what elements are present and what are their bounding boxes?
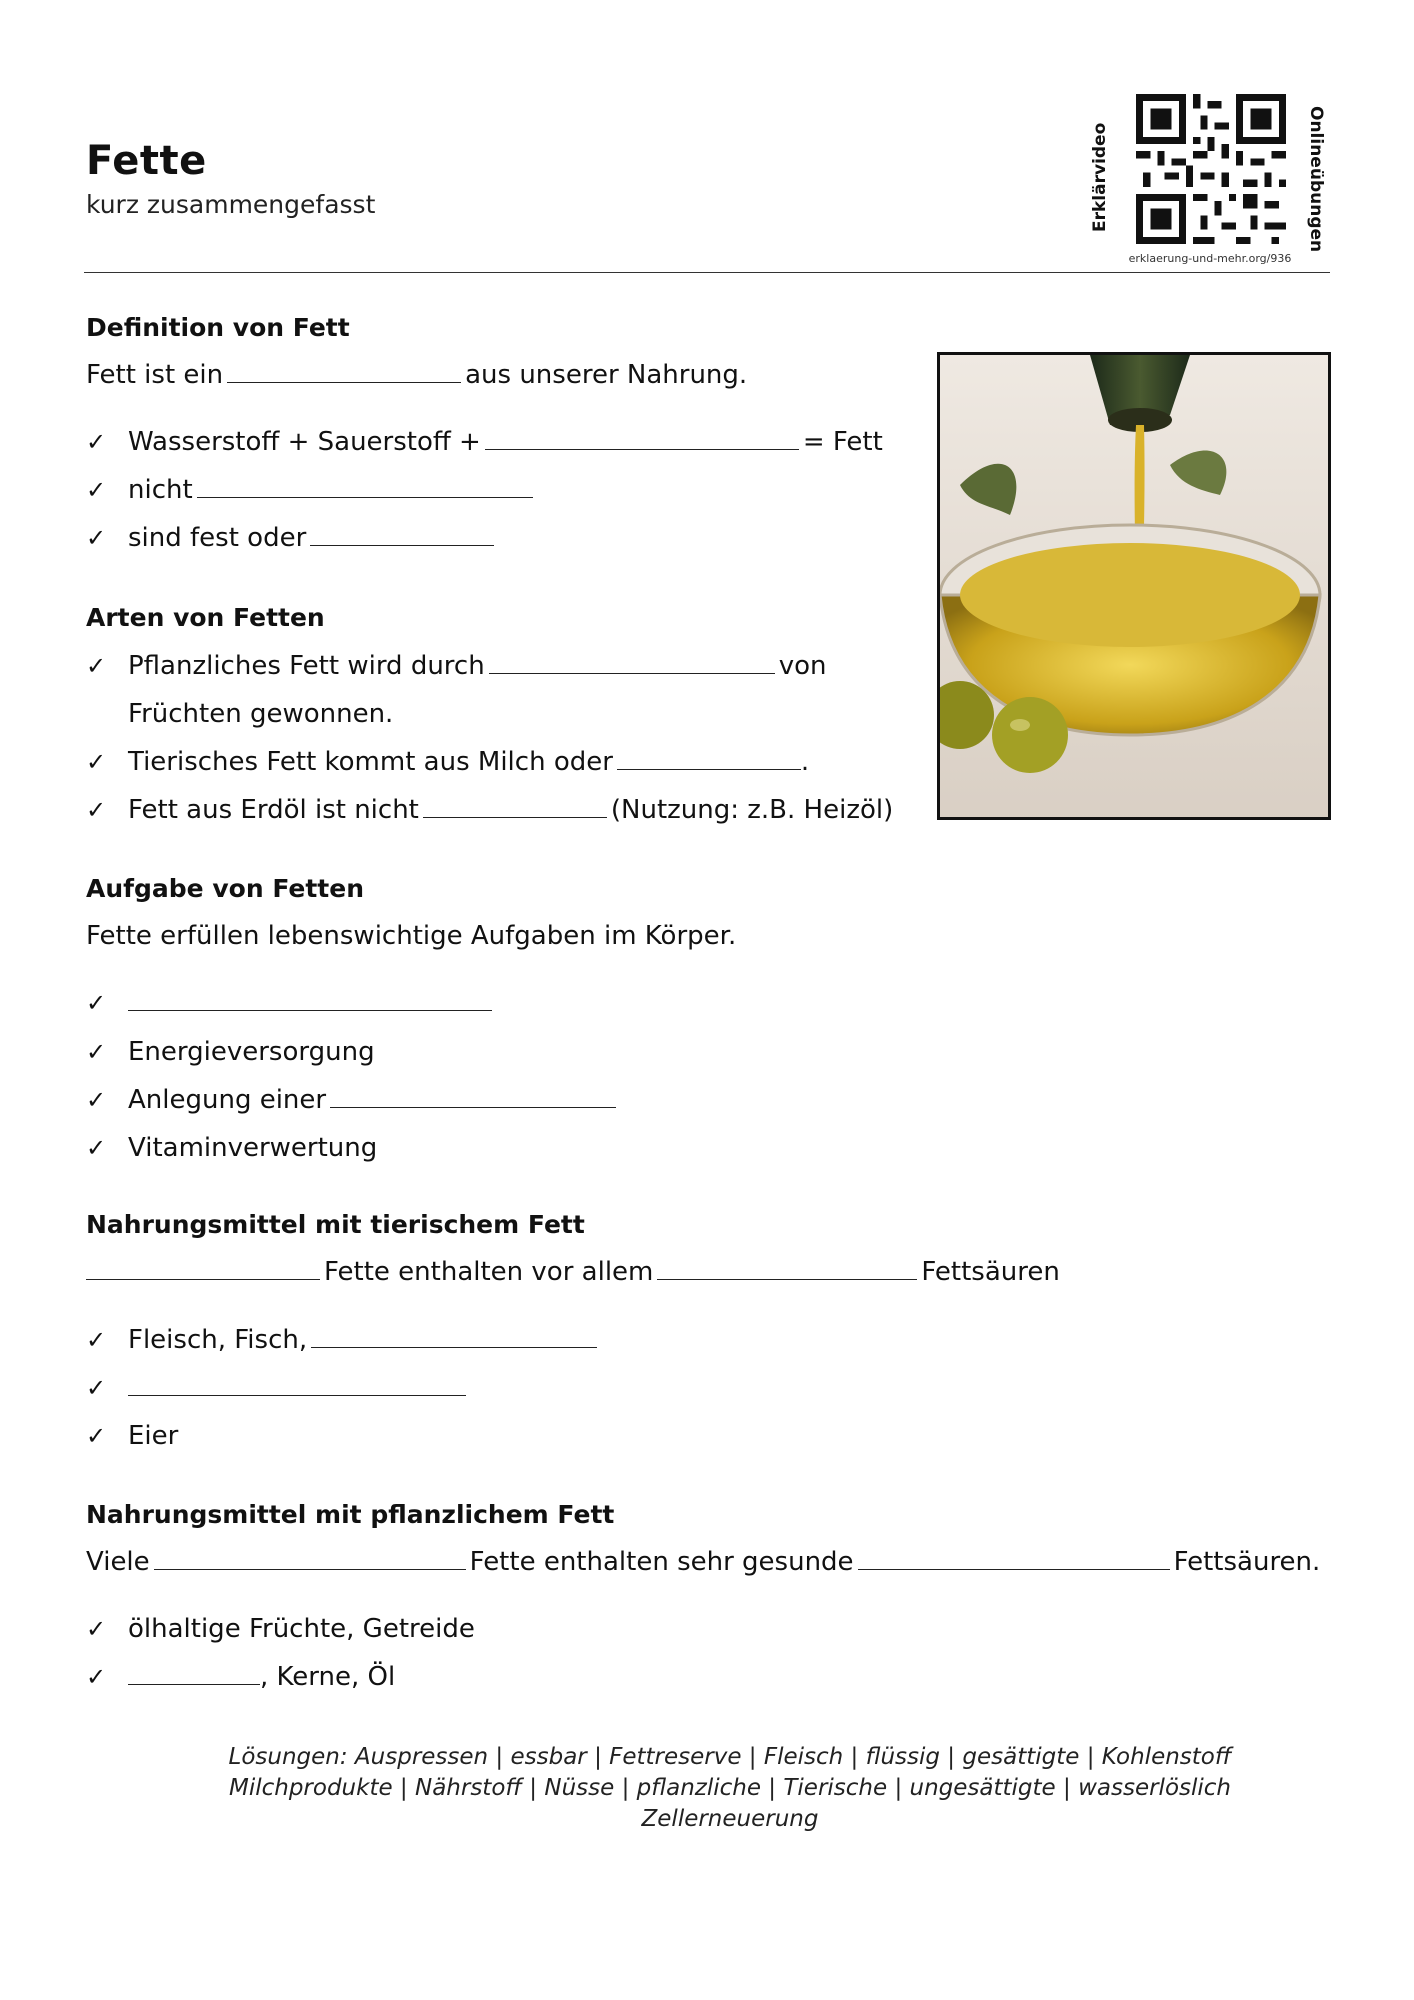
text-fragment: Pflanzliches Fett wird durch [128, 651, 485, 681]
check-icon: ✓ [86, 1086, 107, 1114]
solutions-row: Lösungen: Auspressen | essbar | Fettreserve | Fleisch | flüssig | gesättigte | Kohlenstoff [228, 1744, 1232, 1770]
qr-url: erklaerung-und-mehr.org/936 [1128, 252, 1292, 265]
list-item [128, 747, 809, 777]
check-icon: ✓ [86, 1663, 107, 1691]
text-fragment: . [800, 747, 810, 777]
list-item [128, 651, 826, 681]
list-item: Vitaminverwertung [128, 1133, 378, 1163]
text-fragment: sind fest oder [128, 523, 307, 553]
check-icon: ✓ [86, 476, 107, 504]
check-icon: ✓ [86, 748, 107, 776]
list-item: Eier [128, 1421, 179, 1451]
blank-field[interactable] [128, 1373, 466, 1396]
blank-field[interactable] [617, 747, 801, 770]
text-fragment: = Fett [802, 427, 883, 457]
page-subtitle: kurz zusammengefasst [86, 190, 376, 219]
check-icon: ✓ [86, 1326, 107, 1354]
text-fragment: Fett ist ein [86, 360, 224, 390]
solutions-row: Zellerneuerung [641, 1806, 819, 1832]
text-fragment: Fette enthalten vor allem [324, 1257, 654, 1287]
list-item: ölhaltige Früchte, Getreide [128, 1614, 475, 1644]
text-fragment: Fett aus Erdöl ist nicht [128, 795, 419, 825]
qr-label-video: Erklärvideo [1090, 122, 1110, 232]
list-item [128, 1373, 470, 1403]
list-item [128, 1325, 601, 1355]
blank-field[interactable] [485, 427, 799, 450]
list-item [128, 475, 537, 505]
list-item-continuation: Früchten gewonnen. [128, 699, 394, 729]
check-icon: ✓ [86, 1374, 107, 1402]
plant-fat-intro [86, 1547, 1320, 1577]
text-fragment: (Nutzung: z.B. Heizöl) [610, 795, 894, 825]
list-item [128, 427, 883, 457]
qr-label-exercises: Onlineübungen [1306, 106, 1326, 253]
check-icon: ✓ [86, 1038, 107, 1066]
blank-field[interactable] [227, 360, 461, 383]
blank-field[interactable] [657, 1257, 917, 1280]
check-icon: ✓ [86, 1615, 107, 1643]
blank-field[interactable] [311, 1325, 597, 1348]
check-icon: ✓ [86, 796, 107, 824]
text-fragment: Fettsäuren [921, 1257, 1060, 1287]
text-fragment: nicht [128, 475, 193, 505]
page-title: Fette [86, 138, 207, 184]
text-fragment: , Kerne, Öl [260, 1662, 396, 1692]
text-fragment: Wasserstoff + Sauerstoff + [128, 427, 481, 457]
blank-field[interactable] [128, 1662, 260, 1685]
section-heading-animal-fat: Nahrungsmittel mit tierischem Fett [86, 1210, 585, 1239]
text-fragment: Fette enthalten sehr gesunde [469, 1547, 854, 1577]
check-icon: ✓ [86, 428, 107, 456]
blank-field[interactable] [858, 1547, 1170, 1570]
list-item [128, 988, 496, 1018]
header-divider [84, 272, 1330, 273]
olive-oil-photo [937, 352, 1331, 820]
definition-intro [86, 360, 747, 390]
section-heading-tasks: Aufgabe von Fetten [86, 874, 364, 903]
solutions-box [150, 1742, 1310, 1835]
check-icon: ✓ [86, 524, 107, 552]
blank-field[interactable] [330, 1085, 616, 1108]
text-fragment: Anlegung einer [128, 1085, 327, 1115]
check-icon: ✓ [86, 1422, 107, 1450]
blank-field[interactable] [423, 795, 607, 818]
check-icon: ✓ [86, 989, 107, 1017]
list-item [128, 1085, 620, 1115]
text-fragment: Tierisches Fett kommt aus Milch oder [128, 747, 613, 777]
solutions-row: Milchprodukte | Nährstoff | Nüsse | pflanzliche | Tierische | ungesättigte | wasserlöslich [228, 1775, 1232, 1801]
blank-field[interactable] [128, 988, 492, 1011]
blank-field[interactable] [197, 475, 533, 498]
list-item [128, 795, 893, 825]
list-item [128, 1662, 395, 1692]
section-heading-definition: Definition von Fett [86, 313, 350, 342]
qr-code-icon[interactable] [1136, 94, 1286, 244]
section-heading-plant-fat: Nahrungsmittel mit pflanzlichem Fett [86, 1500, 615, 1529]
list-item: Energieversorgung [128, 1037, 375, 1067]
blank-field[interactable] [489, 651, 775, 674]
text-fragment: Viele [86, 1547, 150, 1577]
blank-field[interactable] [310, 523, 494, 546]
check-icon: ✓ [86, 1134, 107, 1162]
tasks-intro: Fette erfüllen lebenswichtige Aufgaben im Körper. [86, 921, 737, 951]
blank-field[interactable] [86, 1257, 320, 1280]
animal-fat-intro [86, 1257, 1060, 1287]
section-heading-types: Arten von Fetten [86, 603, 325, 632]
text-fragment: von [778, 651, 827, 681]
check-icon: ✓ [86, 652, 107, 680]
text-fragment: Fettsäuren. [1173, 1547, 1321, 1577]
blank-field[interactable] [154, 1547, 466, 1570]
list-item [128, 523, 498, 553]
text-fragment: aus unserer Nahrung. [465, 360, 748, 390]
text-fragment: Fleisch, Fisch, [128, 1325, 308, 1355]
